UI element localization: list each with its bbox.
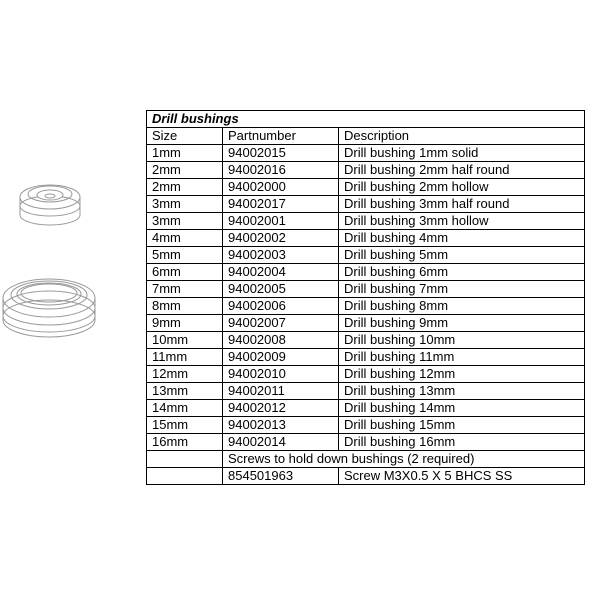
table-body bbox=[147, 111, 585, 485]
size-cell: 9mm bbox=[147, 315, 223, 332]
description-cell: Drill bushing 2mm half round bbox=[339, 162, 585, 179]
description-cell: Drill bushing 4mm bbox=[339, 230, 585, 247]
table-row bbox=[147, 417, 585, 434]
size-cell: 4mm bbox=[147, 230, 223, 247]
drill-bushings-table bbox=[146, 110, 585, 485]
partnumber-cell: 94002009 bbox=[223, 349, 339, 366]
description-cell: Drill bushing 6mm bbox=[339, 264, 585, 281]
size-cell: 13mm bbox=[147, 383, 223, 400]
partnumber-cell: 94002004 bbox=[223, 264, 339, 281]
size-cell: 2mm bbox=[147, 179, 223, 196]
description-cell: Drill bushing 13mm bbox=[339, 383, 585, 400]
table-row bbox=[147, 179, 585, 196]
table-row bbox=[147, 349, 585, 366]
size-cell: 10mm bbox=[147, 332, 223, 349]
description-cell: Drill bushing 5mm bbox=[339, 247, 585, 264]
partnumber-cell: 94002016 bbox=[223, 162, 339, 179]
description-cell: Drill bushing 7mm bbox=[339, 281, 585, 298]
size-cell: 6mm bbox=[147, 264, 223, 281]
description-cell: Drill bushing 8mm bbox=[339, 298, 585, 315]
description-cell: Drill bushing 1mm solid bbox=[339, 145, 585, 162]
partnumber-cell: 94002017 bbox=[223, 196, 339, 213]
partnumber-cell: 94002001 bbox=[223, 213, 339, 230]
screw-partnumber: 854501963 bbox=[223, 468, 339, 485]
table-title-row bbox=[147, 111, 585, 128]
size-cell: 16mm bbox=[147, 434, 223, 451]
size-cell: 5mm bbox=[147, 247, 223, 264]
table-row bbox=[147, 213, 585, 230]
table-row bbox=[147, 145, 585, 162]
partnumber-cell: 94002002 bbox=[223, 230, 339, 247]
screw-description: Screw M3X0.5 X 5 BHCS SS bbox=[339, 468, 585, 485]
partnumber-cell: 94002015 bbox=[223, 145, 339, 162]
partnumber-cell: 94002011 bbox=[223, 383, 339, 400]
partnumber-cell: 94002003 bbox=[223, 247, 339, 264]
partnumber-cell: 94002008 bbox=[223, 332, 339, 349]
header-description: Description bbox=[339, 128, 585, 145]
partnumber-cell: 94002005 bbox=[223, 281, 339, 298]
description-cell: Drill bushing 15mm bbox=[339, 417, 585, 434]
partnumber-cell: 94002010 bbox=[223, 366, 339, 383]
partnumber-cell: 94002013 bbox=[223, 417, 339, 434]
table-row bbox=[147, 315, 585, 332]
table-row bbox=[147, 400, 585, 417]
header-size: Size bbox=[147, 128, 223, 145]
header-partnumber: Partnumber bbox=[223, 128, 339, 145]
size-cell: 1mm bbox=[147, 145, 223, 162]
description-cell: Drill bushing 12mm bbox=[339, 366, 585, 383]
bushing-illustrations bbox=[0, 170, 150, 370]
table-row bbox=[147, 264, 585, 281]
table-row bbox=[147, 298, 585, 315]
table-row bbox=[147, 247, 585, 264]
size-cell: 7mm bbox=[147, 281, 223, 298]
size-cell: 11mm bbox=[147, 349, 223, 366]
size-cell: 14mm bbox=[147, 400, 223, 417]
size-cell: 15mm bbox=[147, 417, 223, 434]
table-row bbox=[147, 230, 585, 247]
size-cell: 8mm bbox=[147, 298, 223, 315]
table-row bbox=[147, 196, 585, 213]
size-cell: 3mm bbox=[147, 213, 223, 230]
table-row bbox=[147, 434, 585, 451]
partnumber-cell: 94002006 bbox=[223, 298, 339, 315]
description-cell: Drill bushing 3mm half round bbox=[339, 196, 585, 213]
table-row bbox=[147, 332, 585, 349]
partnumber-cell: 94002000 bbox=[223, 179, 339, 196]
size-cell: 2mm bbox=[147, 162, 223, 179]
size-cell: 3mm bbox=[147, 196, 223, 213]
table-row bbox=[147, 383, 585, 400]
description-cell: Drill bushing 3mm hollow bbox=[339, 213, 585, 230]
empty-cell bbox=[147, 468, 223, 485]
screws-note: Screws to hold down bushings (2 required) bbox=[223, 451, 585, 468]
description-cell: Drill bushing 16mm bbox=[339, 434, 585, 451]
large-bushing-icon bbox=[3, 279, 95, 337]
partnumber-cell: 94002014 bbox=[223, 434, 339, 451]
table-row bbox=[147, 366, 585, 383]
partnumber-cell: 94002012 bbox=[223, 400, 339, 417]
screw-row bbox=[147, 468, 585, 485]
description-cell: Drill bushing 14mm bbox=[339, 400, 585, 417]
screws-note-row bbox=[147, 451, 585, 468]
table-row bbox=[147, 162, 585, 179]
description-cell: Drill bushing 9mm bbox=[339, 315, 585, 332]
description-cell: Drill bushing 10mm bbox=[339, 332, 585, 349]
table-title: Drill bushings bbox=[147, 111, 585, 128]
description-cell: Drill bushing 11mm bbox=[339, 349, 585, 366]
table-header-row bbox=[147, 128, 585, 145]
size-cell: 12mm bbox=[147, 366, 223, 383]
empty-cell bbox=[147, 451, 223, 468]
partnumber-cell: 94002007 bbox=[223, 315, 339, 332]
small-bushing-icon bbox=[20, 185, 80, 225]
table-row bbox=[147, 281, 585, 298]
description-cell: Drill bushing 2mm hollow bbox=[339, 179, 585, 196]
